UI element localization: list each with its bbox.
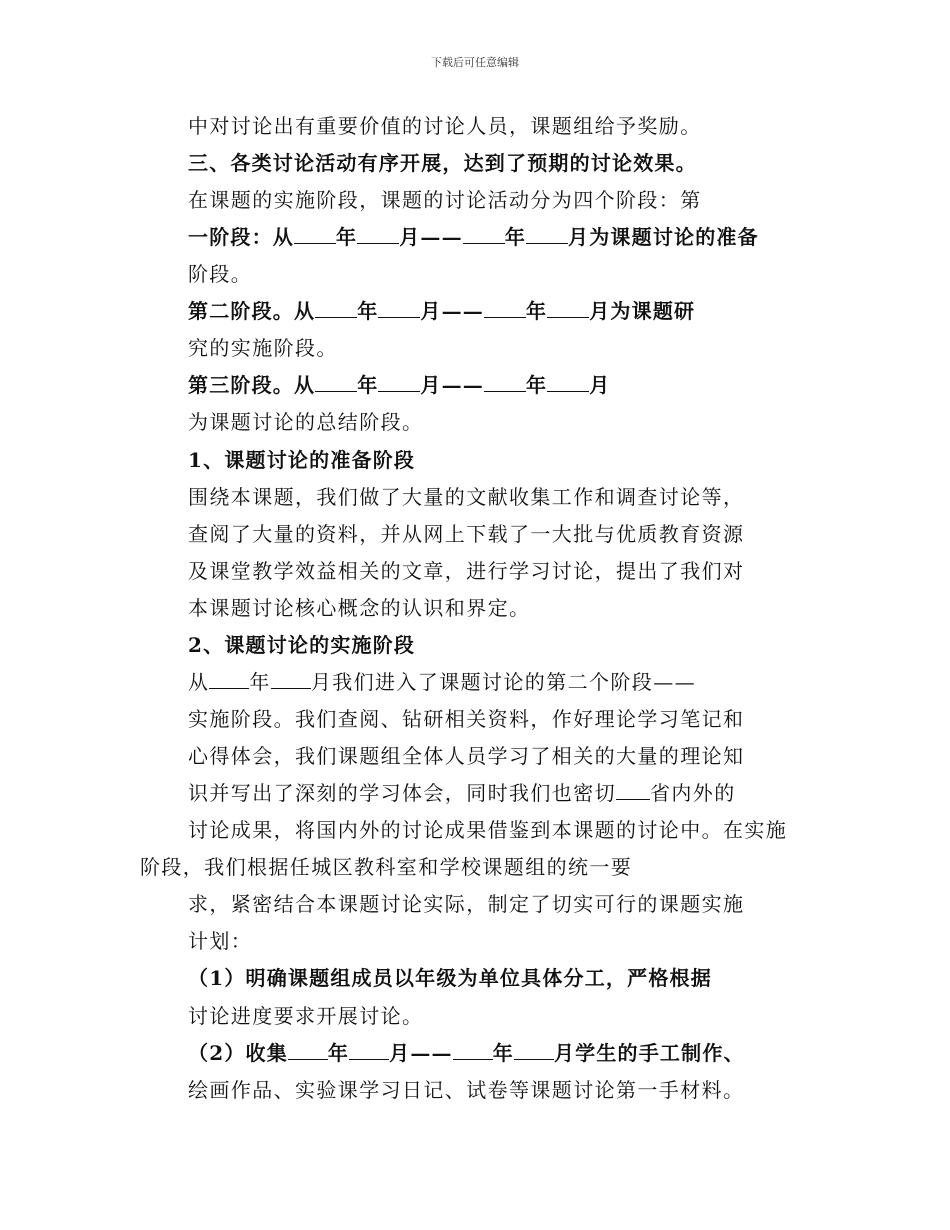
- text-segment: 第三阶段。从: [188, 373, 316, 397]
- stage-two-line: [188, 299, 695, 323]
- blank-underline: [349, 1041, 389, 1060]
- text-segment: 年: [249, 670, 271, 694]
- page-header: 下载后可任意编辑: [431, 56, 519, 69]
- paragraph-line: 及课堂教学效益相关的文章，进行学习讨论，提出了我们对: [188, 559, 745, 583]
- text-segment: 从: [188, 670, 210, 694]
- blank-underline: [453, 1041, 493, 1060]
- paragraph-line: 计划：: [188, 929, 253, 953]
- paragraph-line: 实施阶段。我们查阅、钻研相关资料，作好理论学习笔记和: [188, 707, 745, 731]
- text-segment: 年: [357, 373, 379, 397]
- paragraph-line: 阶段。: [188, 262, 253, 286]
- blank-underline: [209, 670, 249, 689]
- paragraph-line: 绘画作品、实验课学习日记、试卷等课题讨论第一手材料。: [188, 1078, 745, 1102]
- paragraph-line: 究的实施阶段。: [188, 336, 338, 360]
- section-heading: 三、各类讨论活动有序开展，达到了预期的讨论效果。: [188, 151, 697, 175]
- text-segment: 月——: [389, 1041, 453, 1065]
- paragraph-line: [188, 670, 696, 694]
- paragraph-line: 查阅了大量的资料，并从网上下载了一大批与优质教育资源: [188, 522, 745, 546]
- paragraph-line: 中对讨论出有重要价值的讨论人员，课题组给予奖励。: [188, 114, 702, 138]
- blank-underline: [547, 299, 589, 318]
- text-segment: 年: [357, 299, 379, 323]
- blank-underline: [315, 373, 357, 392]
- text-segment: 月学生的手工制作、: [553, 1041, 745, 1065]
- blank-underline: [484, 299, 526, 318]
- text-segment: 月我们进入了课题讨论的第二个阶段——: [310, 670, 697, 694]
- blank-underline: [288, 1041, 328, 1060]
- text-segment: 年: [526, 373, 548, 397]
- blank-underline: [294, 225, 336, 244]
- text-segment: 省内外的: [650, 781, 736, 805]
- text-segment: （2）收集: [188, 1041, 288, 1065]
- text-segment: 月——: [399, 225, 463, 249]
- subsection-heading: 2、课题讨论的实施阶段: [188, 633, 416, 657]
- paragraph-line: 围绕本课题，我们做了大量的文献收集工作和调查讨论等，: [188, 485, 745, 509]
- text-segment: 月为课题讨论的准备: [568, 225, 759, 249]
- text-segment: 一阶段：从: [188, 225, 294, 249]
- text-segment: 年: [336, 225, 358, 249]
- text-segment: 月: [589, 373, 611, 397]
- blank-underline: [463, 225, 505, 244]
- text-segment: 识并写出了深刻的学习体会，同时我们也密切: [188, 781, 616, 805]
- blank-underline: [315, 299, 357, 318]
- paragraph-line: [188, 781, 736, 805]
- subsection-heading: 1、课题讨论的准备阶段: [188, 448, 416, 472]
- text-segment: 月为课题研: [589, 299, 696, 323]
- paragraph-line: 心得体会，我们课题组全体人员学习了相关的大量的理论知: [188, 744, 745, 768]
- paragraph-line: 阶段，我们根据任城区教科室和学校课题组的统一要: [140, 855, 633, 879]
- blank-underline: [378, 373, 420, 392]
- paragraph-line: 讨论进度要求开展讨论。: [188, 1004, 424, 1028]
- text-segment: 年: [504, 225, 527, 249]
- blank-underline: [526, 225, 568, 244]
- text-segment: 月——: [420, 299, 485, 323]
- text-segment: 年: [492, 1041, 514, 1065]
- blank-underline: [357, 225, 399, 244]
- paragraph-line: 讨论成果，将国内外的讨论成果借鉴到本课题的讨论中。在实施: [188, 818, 788, 842]
- list-item-heading: （1）明确课题组成员以年级为单位具体分工，严格根据: [188, 966, 712, 990]
- text-segment: 月——: [420, 373, 485, 397]
- blank-underline: [378, 299, 420, 318]
- paragraph-line: 本课题讨论核心概念的认识和界定。: [188, 596, 531, 620]
- text-segment: 年: [526, 299, 548, 323]
- list-item-heading: [188, 1041, 745, 1065]
- blank-underline: [547, 373, 589, 392]
- paragraph-line: 求，紧密结合本课题讨论实际，制定了切实可行的课题实施: [188, 892, 745, 916]
- text-segment: 第二阶段。从: [188, 299, 316, 323]
- blank-underline: [616, 781, 650, 800]
- text-segment: 年: [327, 1041, 350, 1065]
- paragraph-line: 为课题讨论的总结阶段。: [188, 410, 424, 434]
- blank-underline: [514, 1041, 554, 1060]
- paragraph-line: 在课题的实施阶段，课题的讨论活动分为四个阶段：第: [188, 188, 702, 212]
- stage-three-line: [188, 373, 610, 397]
- blank-underline: [271, 670, 311, 689]
- stage-one-line: [188, 225, 759, 249]
- blank-underline: [484, 373, 526, 392]
